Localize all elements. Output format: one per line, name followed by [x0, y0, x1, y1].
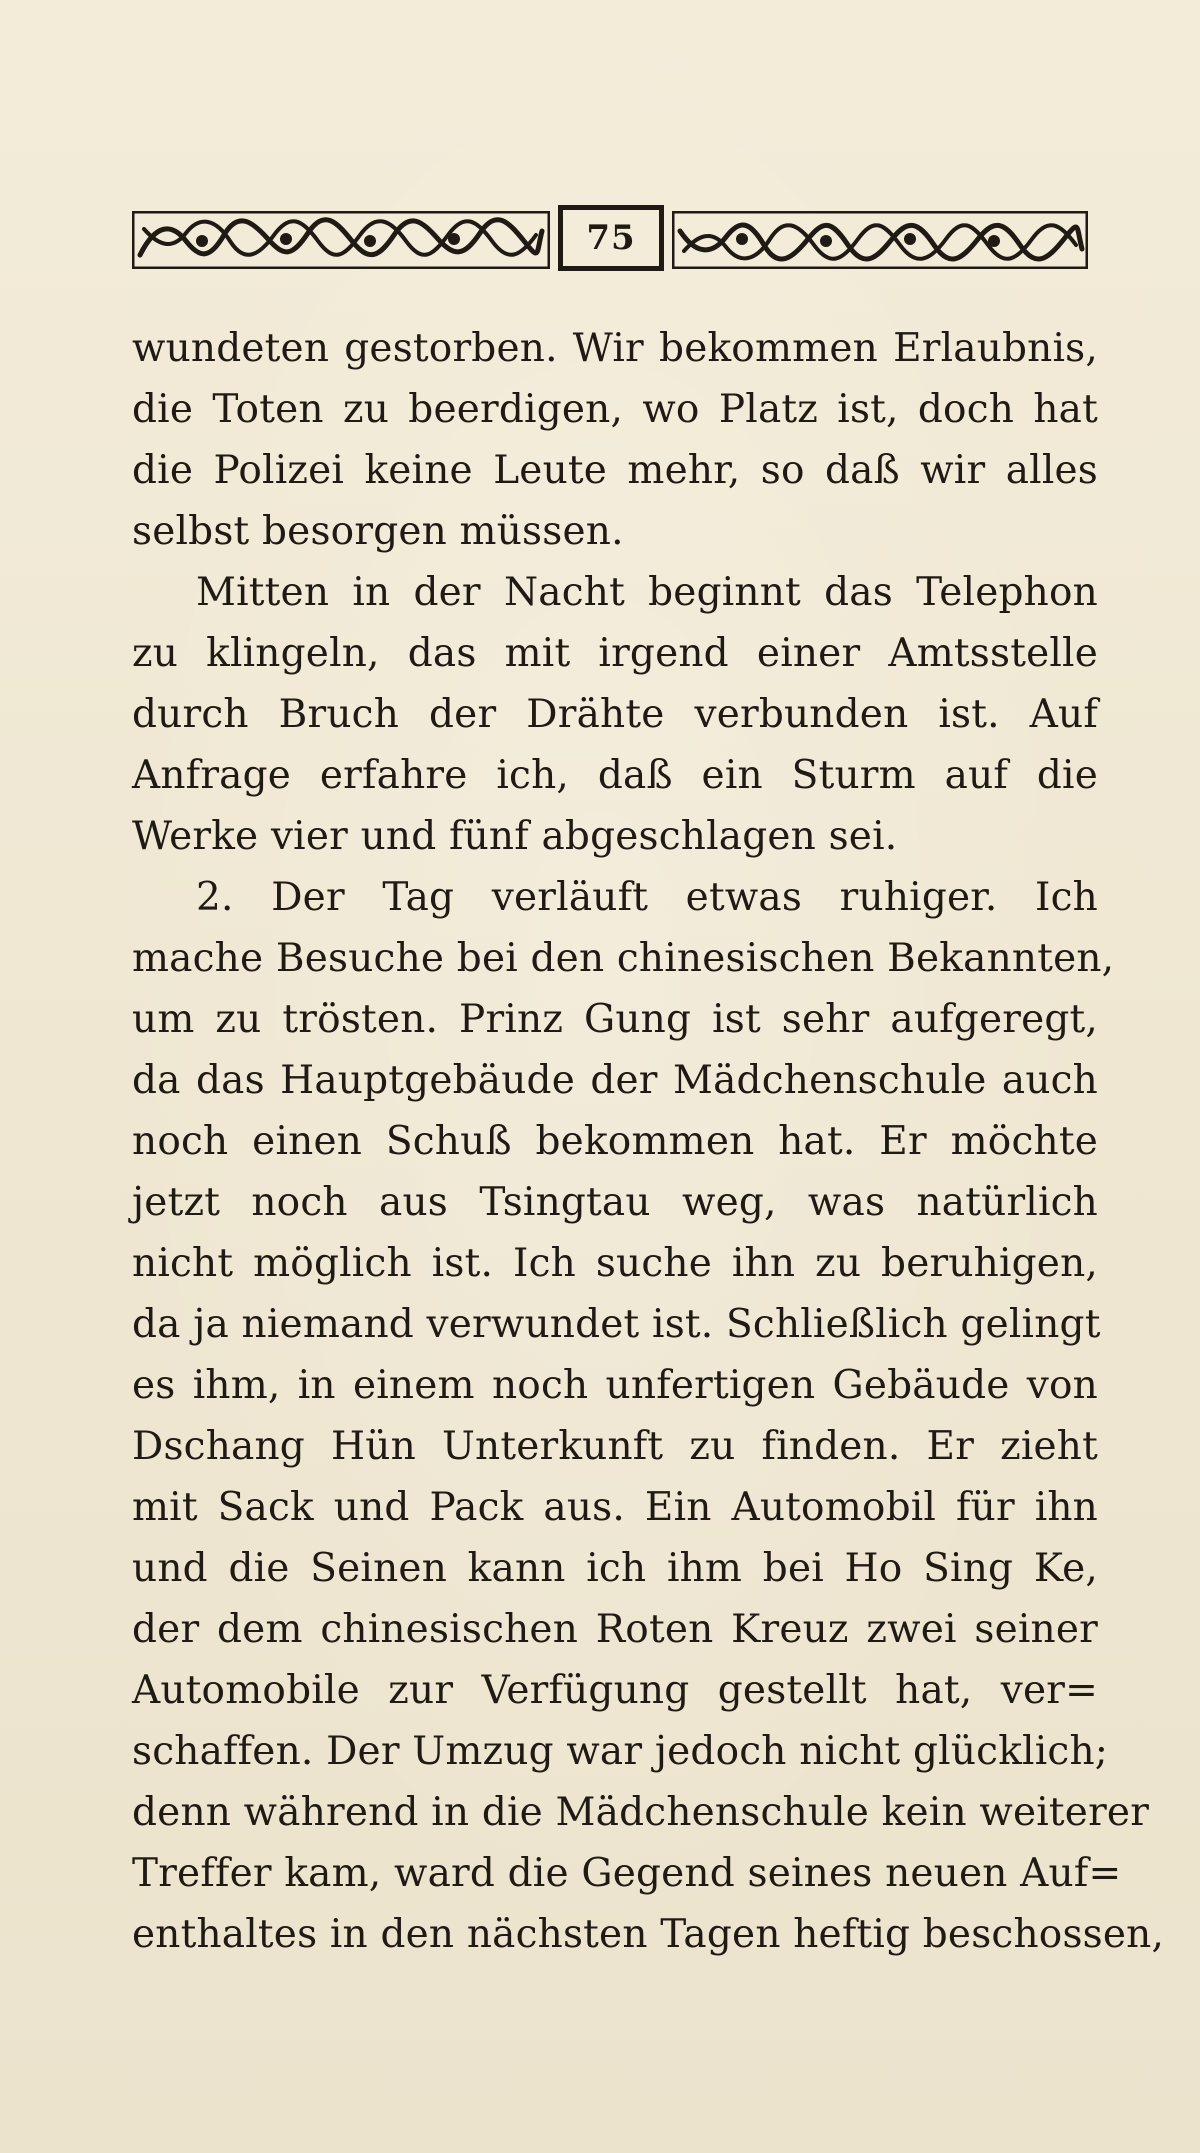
- text-line: es ihm, in einem noch unfertigen Gebäude von: [132, 1363, 1098, 1408]
- text-line: Anfrage erfahre ich, daß ein Sturm auf die: [132, 753, 1098, 798]
- text-line: jetzt noch aus Tsingtau weg, was natürlich: [132, 1180, 1098, 1225]
- text-line: da das Hauptgebäude der Mädchenschule auch: [132, 1058, 1098, 1103]
- text-line: mit Sack und Pack aus. Ein Automobil für ihn: [132, 1485, 1098, 1530]
- text-line: und die Seinen kann ich ihm bei Ho Sing Ke,: [132, 1546, 1098, 1591]
- text-line: Mitten in der Nacht beginnt das Telephon: [196, 570, 1098, 615]
- text-line: wundeten gestorben. Wir bekommen Erlaubnis,: [132, 326, 1098, 371]
- page-number-box: [558, 205, 664, 271]
- body-text: [132, 318, 1165, 1965]
- text-line: Treffer kam, ward die Gegend seines neuen Auf=: [132, 1851, 1122, 1896]
- text-line: 2. Der Tag verläuft etwas ruhiger. Ich: [196, 875, 1098, 920]
- text-line: der dem chinesischen Roten Kreuz zwei seiner: [132, 1607, 1098, 1652]
- page-header: [132, 205, 1088, 277]
- text-line: mache Besuche bei den chinesischen Bekannten,: [132, 936, 1115, 981]
- right-ornament-border: [672, 211, 1088, 269]
- text-line: denn während in die Mädchenschule kein weiterer: [132, 1790, 1150, 1835]
- text-line: Automobile zur Verfügung gestellt hat, ver=: [132, 1668, 1098, 1713]
- text-line: die Polizei keine Leute mehr, so daß wir alles: [132, 448, 1098, 493]
- text-line: Dschang Hün Unterkunft zu finden. Er zieht: [132, 1424, 1098, 1469]
- left-ornament-border: [132, 211, 550, 269]
- text-line: noch einen Schuß bekommen hat. Er möchte: [132, 1119, 1098, 1164]
- text-line: schaffen. Der Umzug war jedoch nicht glücklich;: [132, 1729, 1109, 1774]
- text-line: Werke vier und fünf abgeschlagen sei.: [132, 814, 898, 859]
- text-line: die Toten zu beerdigen, wo Platz ist, doch hat: [132, 387, 1098, 432]
- text-line: selbst besorgen müssen.: [132, 509, 624, 554]
- text-line: enthaltes in den nächsten Tagen heftig beschossen,: [132, 1912, 1165, 1957]
- page-number: 75: [586, 218, 636, 258]
- text-line: nicht möglich ist. Ich suche ihn zu beruhigen,: [132, 1241, 1098, 1286]
- text-line: zu klingeln, das mit irgend einer Amtsstelle: [132, 631, 1098, 676]
- text-line: durch Bruch der Drähte verbunden ist. Auf: [132, 692, 1098, 737]
- text-line: um zu trösten. Prinz Gung ist sehr aufgeregt,: [132, 997, 1098, 1042]
- text-line: da ja niemand verwundet ist. Schließlich gelingt: [132, 1302, 1101, 1347]
